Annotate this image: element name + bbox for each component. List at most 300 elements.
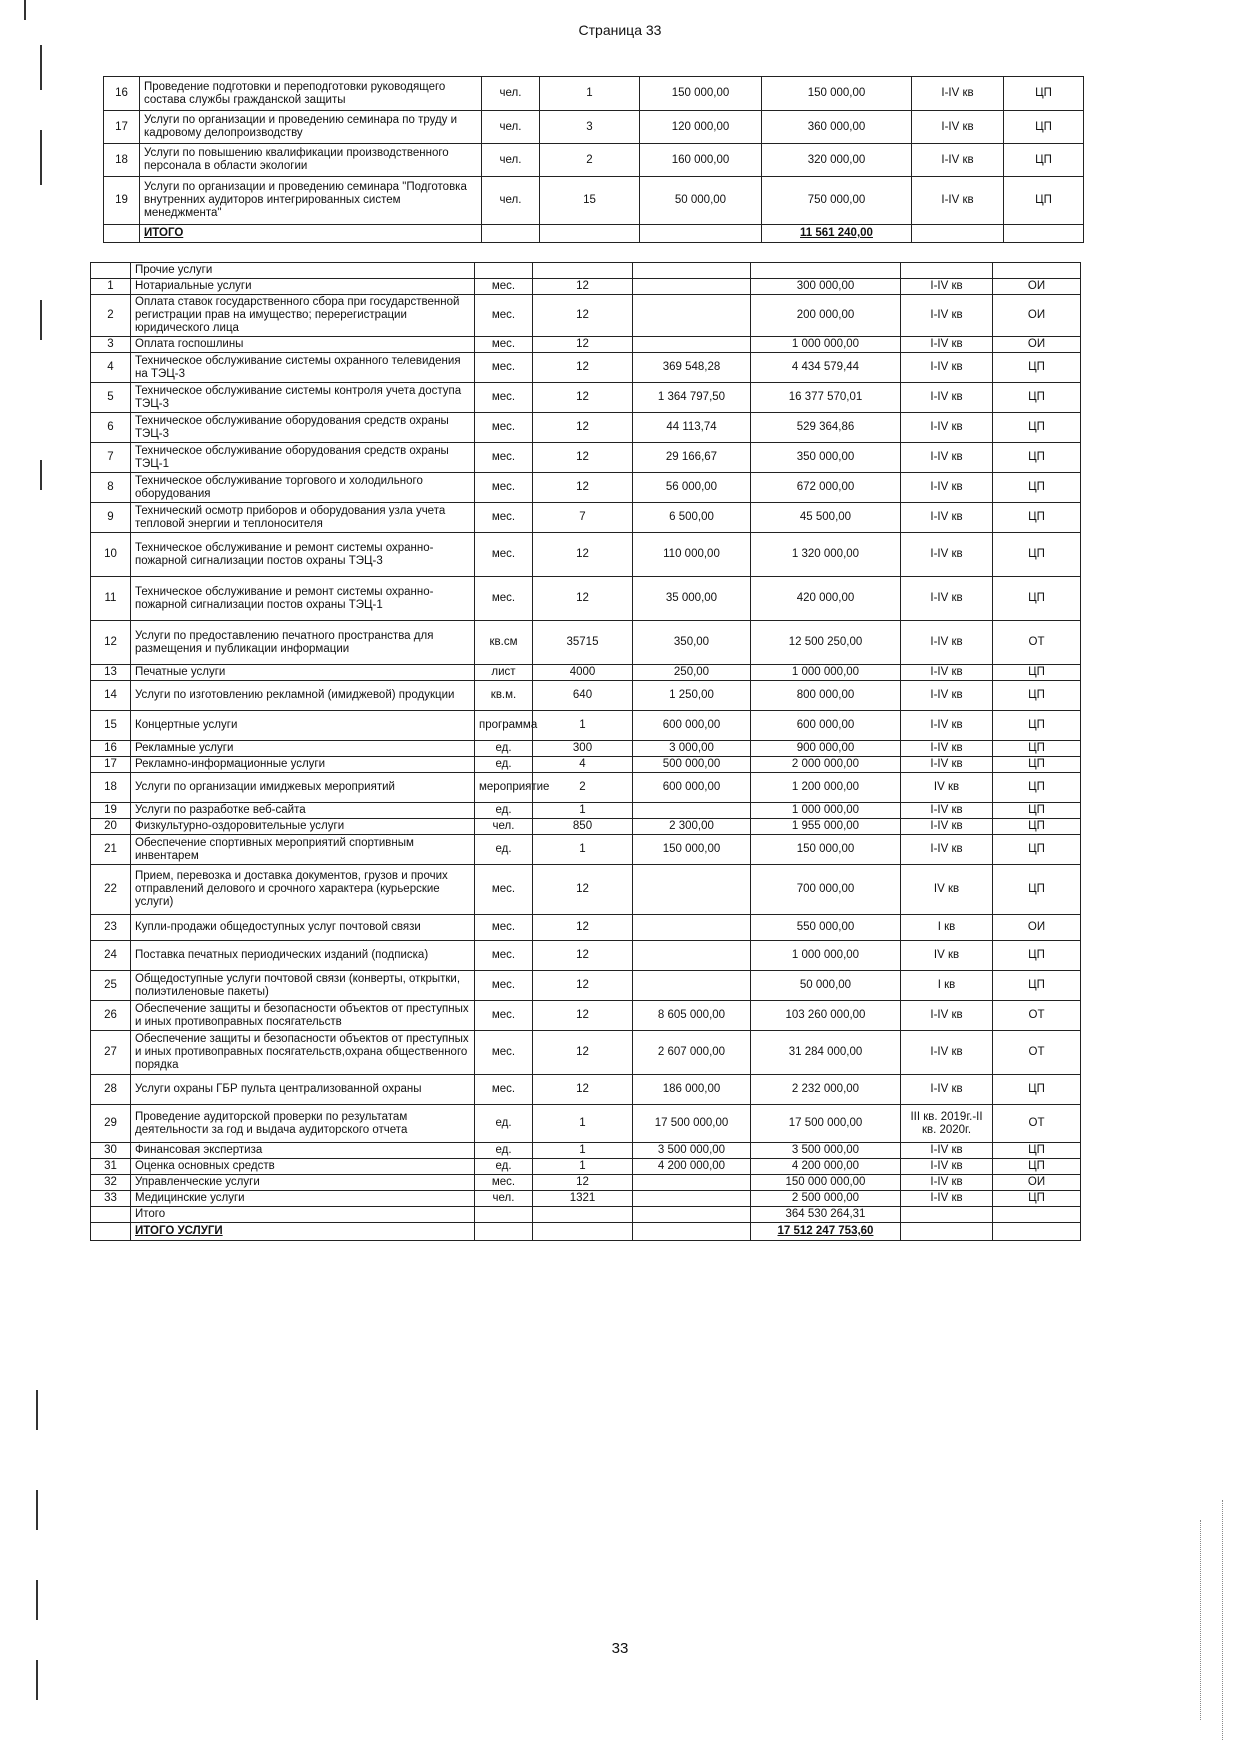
table-row [91, 279, 1081, 295]
service-name: Нотариальные услуги [131, 279, 475, 295]
row-number: 4 [91, 353, 131, 383]
procurement-method: ЦП [1004, 111, 1084, 144]
subtotal-sum: 364 530 264,31 [751, 1207, 901, 1223]
row-number: 12 [91, 621, 131, 665]
unit-price [633, 337, 751, 353]
unit-price: 8 605 000,00 [633, 1001, 751, 1031]
row-number: 10 [91, 533, 131, 577]
scan-margin-mark [36, 1580, 38, 1620]
service-name: Услуги по повышению квалификации производственного персонала в области экологии [140, 144, 482, 177]
unit: чел. [482, 177, 540, 225]
grand-total-sum: 17 512 247 753,60 [751, 1223, 901, 1241]
service-name: Прием, перевозка и доставка документов, грузов и прочих отправлений делового и срочного характера (курьерские услуги) [131, 865, 475, 915]
service-name: Купли-продажи общедоступных услуг почтовой связи [131, 915, 475, 941]
procurement-method: ЦП [993, 353, 1081, 383]
unit: мес. [475, 383, 533, 413]
scan-margin-mark [40, 130, 42, 185]
unit-price: 4 200 000,00 [633, 1159, 751, 1175]
sum: 360 000,00 [762, 111, 912, 144]
period: I кв [901, 971, 993, 1001]
quantity: 12 [533, 971, 633, 1001]
period: I-IV кв [912, 177, 1004, 225]
unit: мес. [475, 295, 533, 337]
procurement-method: ЦП [993, 757, 1081, 773]
unit: мес. [475, 1075, 533, 1105]
unit-price [633, 865, 751, 915]
row-number: 21 [91, 835, 131, 865]
sum: 750 000,00 [762, 177, 912, 225]
quantity: 7 [533, 503, 633, 533]
row-number: 6 [91, 413, 131, 443]
row-number: 3 [91, 337, 131, 353]
row-number: 32 [91, 1175, 131, 1191]
quantity: 1321 [533, 1191, 633, 1207]
row-number: 31 [91, 1159, 131, 1175]
scan-margin-mark [40, 45, 42, 90]
subtotal-label: Итого [131, 1207, 475, 1223]
unit: ед. [475, 1105, 533, 1143]
procurement-method: ЦП [993, 1075, 1081, 1105]
period: III кв. 2019г.-II кв. 2020г. [901, 1105, 993, 1143]
unit-price: 1 364 797,50 [633, 383, 751, 413]
table-row [104, 144, 1084, 177]
procurement-method: ЦП [993, 503, 1081, 533]
table-row [91, 1159, 1081, 1175]
quantity: 12 [533, 577, 633, 621]
unit-price: 6 500,00 [633, 503, 751, 533]
quantity: 4000 [533, 665, 633, 681]
period: I-IV кв [901, 803, 993, 819]
quantity: 12 [533, 941, 633, 971]
service-name: Техническое обслуживание оборудования средств охраны ТЭЦ-3 [131, 413, 475, 443]
period: I-IV кв [901, 621, 993, 665]
unit: лист [475, 665, 533, 681]
sum: 2 232 000,00 [751, 1075, 901, 1105]
quantity: 850 [533, 819, 633, 835]
table-row [91, 741, 1081, 757]
sum: 150 000 000,00 [751, 1175, 901, 1191]
procurement-method: ОИ [993, 337, 1081, 353]
unit-price: 150 000,00 [640, 77, 762, 111]
unit: мес. [475, 1031, 533, 1075]
procurement-method: ЦП [993, 1143, 1081, 1159]
quantity: 12 [533, 383, 633, 413]
sum: 1 320 000,00 [751, 533, 901, 577]
period: I-IV кв [901, 577, 993, 621]
scan-margin-mark [40, 300, 42, 340]
procurement-method: ЦП [993, 1191, 1081, 1207]
procurement-method: ЦП [1004, 77, 1084, 111]
table-row [91, 971, 1081, 1001]
service-name: Техническое обслуживание системы контроля учета доступа ТЭЦ-3 [131, 383, 475, 413]
scan-dotted-line [1200, 1520, 1201, 1720]
unit-price: 3 500 000,00 [633, 1143, 751, 1159]
unit-price: 250,00 [633, 665, 751, 681]
sum: 103 260 000,00 [751, 1001, 901, 1031]
procurement-method: ЦП [993, 473, 1081, 503]
period: I-IV кв [901, 1175, 993, 1191]
period: I-IV кв [901, 353, 993, 383]
unit: мес. [475, 443, 533, 473]
unit: мес. [475, 353, 533, 383]
procurement-method: ЦП [993, 413, 1081, 443]
service-name: Услуги по изготовлению рекламной (имиджевой) продукции [131, 681, 475, 711]
table-row [91, 773, 1081, 803]
row-number: 16 [91, 741, 131, 757]
service-name: Концертные услуги [131, 711, 475, 741]
service-name: Техническое обслуживание и ремонт системы охранно-пожарной сигнализации постов охраны ТЭЦ-1 [131, 577, 475, 621]
service-name: Услуги по предоставлению печатного пространства для размещения и публикации информации [131, 621, 475, 665]
table-row [104, 111, 1084, 144]
service-name: Медицинские услуги [131, 1191, 475, 1207]
unit: мес. [475, 533, 533, 577]
table-row [91, 383, 1081, 413]
service-name: Поставка печатных периодических изданий (подписка) [131, 941, 475, 971]
table-row [91, 577, 1081, 621]
unit-price: 186 000,00 [633, 1075, 751, 1105]
row-number: 30 [91, 1143, 131, 1159]
period: I-IV кв [901, 383, 993, 413]
sum: 16 377 570,01 [751, 383, 901, 413]
quantity: 1 [533, 1143, 633, 1159]
total-label: ИТОГО [140, 225, 482, 243]
service-name: Техническое обслуживание и ремонт системы охранно-пожарной сигнализации постов охраны ТЭЦ-3 [131, 533, 475, 577]
procurement-method: ЦП [993, 865, 1081, 915]
row-number: 26 [91, 1001, 131, 1031]
row-number: 25 [91, 971, 131, 1001]
unit: мероприятие [475, 773, 533, 803]
row-number: 14 [91, 681, 131, 711]
quantity: 2 [533, 773, 633, 803]
table-row [91, 621, 1081, 665]
total-sum: 11 561 240,00 [762, 225, 912, 243]
quantity: 300 [533, 741, 633, 757]
sum: 45 500,00 [751, 503, 901, 533]
procurement-method: ЦП [1004, 144, 1084, 177]
quantity: 12 [533, 353, 633, 383]
procurement-method: ЦП [993, 835, 1081, 865]
quantity: 12 [533, 915, 633, 941]
quantity: 12 [533, 1001, 633, 1031]
grand-total-label: ИТОГО УСЛУГИ [131, 1223, 475, 1241]
row-number: 18 [91, 773, 131, 803]
unit-price [633, 971, 751, 1001]
table-row [91, 337, 1081, 353]
period: I-IV кв [912, 77, 1004, 111]
quantity: 15 [540, 177, 640, 225]
unit-price [633, 803, 751, 819]
section-header-row [91, 263, 1081, 279]
unit: чел. [475, 1191, 533, 1207]
table-row [91, 1143, 1081, 1159]
procurement-method: ЦП [993, 577, 1081, 621]
unit: мес. [475, 865, 533, 915]
table-row [91, 1001, 1081, 1031]
procurement-method: ЦП [993, 741, 1081, 757]
row-number: 33 [91, 1191, 131, 1207]
quantity: 12 [533, 1075, 633, 1105]
sum: 320 000,00 [762, 144, 912, 177]
unit: мес. [475, 915, 533, 941]
unit: чел. [475, 819, 533, 835]
period: I-IV кв [901, 757, 993, 773]
sum: 300 000,00 [751, 279, 901, 295]
service-name: Управленческие услуги [131, 1175, 475, 1191]
service-name: Оплата госпошлины [131, 337, 475, 353]
table-row [91, 757, 1081, 773]
row-number: 8 [91, 473, 131, 503]
row-number: 23 [91, 915, 131, 941]
table-row [91, 819, 1081, 835]
row-number: 22 [91, 865, 131, 915]
sum: 1 955 000,00 [751, 819, 901, 835]
quantity: 35715 [533, 621, 633, 665]
table-row [91, 941, 1081, 971]
quantity: 12 [533, 533, 633, 577]
unit: кв.см [475, 621, 533, 665]
service-name: Печатные услуги [131, 665, 475, 681]
service-name: Услуги по организации и проведению семинара "Подготовка внутренних аудиторов интегрированных систем менеджмента" [140, 177, 482, 225]
row-number: 24 [91, 941, 131, 971]
sum: 672 000,00 [751, 473, 901, 503]
sum: 200 000,00 [751, 295, 901, 337]
training-services-table [103, 76, 1084, 243]
unit-price [633, 1191, 751, 1207]
table-row [91, 1031, 1081, 1075]
row-number: 27 [91, 1031, 131, 1075]
table-row [91, 865, 1081, 915]
quantity: 12 [533, 1175, 633, 1191]
unit: ед. [475, 757, 533, 773]
unit-price: 120 000,00 [640, 111, 762, 144]
table-row [91, 533, 1081, 577]
table-row [91, 915, 1081, 941]
period: I-IV кв [901, 473, 993, 503]
sum: 1 000 000,00 [751, 803, 901, 819]
period: I-IV кв [901, 279, 993, 295]
table-row [91, 295, 1081, 337]
period: I-IV кв [901, 741, 993, 757]
grand-total-row [91, 1223, 1081, 1241]
unit-price [633, 1175, 751, 1191]
service-name: Физкультурно-оздоровительные услуги [131, 819, 475, 835]
sum: 350 000,00 [751, 443, 901, 473]
procurement-method: ОТ [993, 1031, 1081, 1075]
period: I-IV кв [901, 1031, 993, 1075]
unit: мес. [475, 577, 533, 621]
row-number: 17 [91, 757, 131, 773]
section-title: Прочие услуги [131, 263, 475, 279]
unit: ед. [475, 1143, 533, 1159]
unit: ед. [475, 835, 533, 865]
row-number: 2 [91, 295, 131, 337]
procurement-method: ЦП [993, 803, 1081, 819]
quantity: 3 [540, 111, 640, 144]
procurement-method: ОТ [993, 621, 1081, 665]
row-number: 19 [104, 177, 140, 225]
unit-price: 44 113,74 [633, 413, 751, 443]
table-row [91, 443, 1081, 473]
table-row [91, 353, 1081, 383]
unit: мес. [475, 1001, 533, 1031]
unit-price [633, 279, 751, 295]
period: I-IV кв [901, 681, 993, 711]
procurement-method: ЦП [993, 383, 1081, 413]
sum: 2 000 000,00 [751, 757, 901, 773]
sum: 550 000,00 [751, 915, 901, 941]
sum: 600 000,00 [751, 711, 901, 741]
quantity: 4 [533, 757, 633, 773]
unit-price: 35 000,00 [633, 577, 751, 621]
quantity: 1 [533, 711, 633, 741]
procurement-method: ОТ [993, 1001, 1081, 1031]
table-row [91, 1105, 1081, 1143]
procurement-method: ОИ [993, 279, 1081, 295]
sum: 900 000,00 [751, 741, 901, 757]
period: I-IV кв [901, 295, 993, 337]
unit: мес. [475, 337, 533, 353]
service-name: Рекламные услуги [131, 741, 475, 757]
row-number: 15 [91, 711, 131, 741]
table-row [91, 413, 1081, 443]
procurement-method: ЦП [993, 773, 1081, 803]
unit: мес. [475, 1175, 533, 1191]
procurement-method: ЦП [993, 971, 1081, 1001]
unit-price: 350,00 [633, 621, 751, 665]
service-name: Финансовая экспертиза [131, 1143, 475, 1159]
period: IV кв [901, 865, 993, 915]
unit-price [633, 295, 751, 337]
service-name: Услуги по разработке веб-сайта [131, 803, 475, 819]
unit-price: 150 000,00 [633, 835, 751, 865]
period: I-IV кв [901, 711, 993, 741]
sum: 150 000,00 [751, 835, 901, 865]
period: I-IV кв [901, 665, 993, 681]
scan-margin-mark [40, 460, 42, 490]
service-name: Рекламно-информационные услуги [131, 757, 475, 773]
quantity: 12 [533, 295, 633, 337]
service-name: Обеспечение спортивных мероприятий спортивным инвентарем [131, 835, 475, 865]
sum: 17 500 000,00 [751, 1105, 901, 1143]
unit: ед. [475, 1159, 533, 1175]
sum: 4 200 000,00 [751, 1159, 901, 1175]
unit: мес. [475, 971, 533, 1001]
row-number: 18 [104, 144, 140, 177]
page-header: Страница 33 [578, 22, 662, 38]
period: I-IV кв [901, 533, 993, 577]
sum: 4 434 579,44 [751, 353, 901, 383]
unit-price: 600 000,00 [633, 773, 751, 803]
unit-price: 110 000,00 [633, 533, 751, 577]
procurement-method: ЦП [993, 819, 1081, 835]
unit: кв.м. [475, 681, 533, 711]
table-row [91, 665, 1081, 681]
period: I-IV кв [901, 443, 993, 473]
unit-price: 2 300,00 [633, 819, 751, 835]
quantity: 12 [533, 337, 633, 353]
unit-price: 600 000,00 [633, 711, 751, 741]
table-row [91, 1175, 1081, 1191]
unit-price: 160 000,00 [640, 144, 762, 177]
quantity: 1 [533, 803, 633, 819]
page-number: 33 [611, 1640, 629, 1657]
table-row [91, 1075, 1081, 1105]
table-row [91, 681, 1081, 711]
sum: 3 500 000,00 [751, 1143, 901, 1159]
quantity: 1 [533, 1159, 633, 1175]
other-services-table [90, 262, 1081, 1241]
row-number: 29 [91, 1105, 131, 1143]
table-row [91, 711, 1081, 741]
procurement-method: ОИ [993, 1175, 1081, 1191]
row-number: 16 [104, 77, 140, 111]
table-row [104, 177, 1084, 225]
row-number: 11 [91, 577, 131, 621]
service-name: Техническое обслуживание системы охранного телевидения на ТЭЦ-3 [131, 353, 475, 383]
sum: 700 000,00 [751, 865, 901, 915]
procurement-method: ОИ [993, 915, 1081, 941]
sum: 2 500 000,00 [751, 1191, 901, 1207]
row-number: 1 [91, 279, 131, 295]
table-row [91, 1191, 1081, 1207]
sum: 1 000 000,00 [751, 941, 901, 971]
table-row [91, 835, 1081, 865]
row-number: 19 [91, 803, 131, 819]
service-name: Проведение подготовки и переподготовки руководящего состава службы гражданской защиты [140, 77, 482, 111]
period: IV кв [901, 941, 993, 971]
sum: 1 000 000,00 [751, 337, 901, 353]
unit: чел. [482, 144, 540, 177]
procurement-method: ОИ [993, 295, 1081, 337]
sum: 1 200 000,00 [751, 773, 901, 803]
procurement-method: ЦП [993, 1159, 1081, 1175]
quantity: 12 [533, 1031, 633, 1075]
sum: 50 000,00 [751, 971, 901, 1001]
unit-price: 2 607 000,00 [633, 1031, 751, 1075]
unit: чел. [482, 111, 540, 144]
period: I кв [901, 915, 993, 941]
service-name: Обеспечение защиты и безопасности объектов от преступных и иных противоправных посягательств [131, 1001, 475, 1031]
table-row [91, 473, 1081, 503]
quantity: 12 [533, 413, 633, 443]
service-name: Оценка основных средств [131, 1159, 475, 1175]
unit-price: 29 166,67 [633, 443, 751, 473]
unit-price [633, 941, 751, 971]
total-row [104, 225, 1084, 243]
quantity: 1 [533, 835, 633, 865]
service-name: Услуги по организации и проведению семинара по труду и кадровому делопроизводству [140, 111, 482, 144]
scan-margin-mark [36, 1490, 38, 1530]
unit: мес. [475, 413, 533, 443]
unit: мес. [475, 941, 533, 971]
quantity: 1 [533, 1105, 633, 1143]
quantity: 12 [533, 865, 633, 915]
procurement-method: ЦП [1004, 177, 1084, 225]
unit: чел. [482, 77, 540, 111]
period: I-IV кв [901, 1159, 993, 1175]
period: I-IV кв [901, 413, 993, 443]
service-name: Техническое обслуживание оборудования средств охраны ТЭЦ-1 [131, 443, 475, 473]
table-row [91, 503, 1081, 533]
unit-price: 369 548,28 [633, 353, 751, 383]
row-number: 7 [91, 443, 131, 473]
quantity: 12 [533, 473, 633, 503]
sum: 31 284 000,00 [751, 1031, 901, 1075]
table-row [91, 803, 1081, 819]
procurement-method: ОТ [993, 1105, 1081, 1143]
sum: 12 500 250,00 [751, 621, 901, 665]
procurement-method: ЦП [993, 711, 1081, 741]
